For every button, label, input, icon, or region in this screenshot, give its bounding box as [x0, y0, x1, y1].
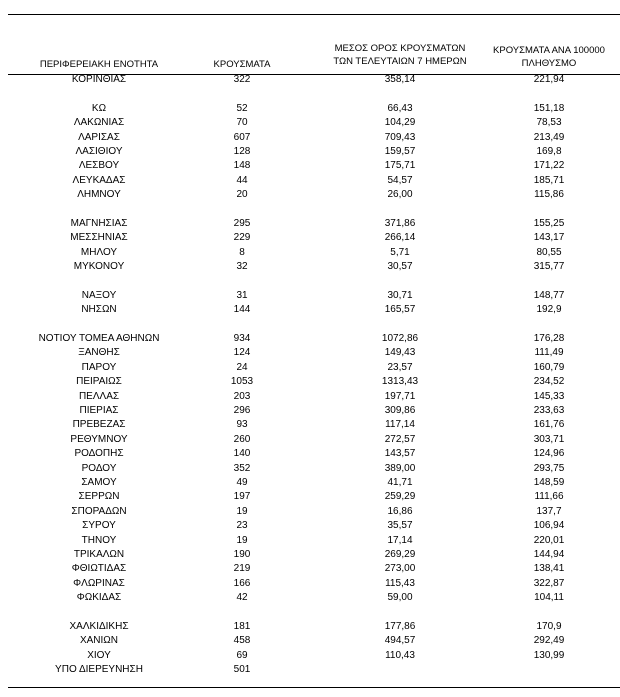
- avg-cell: 358,14: [384, 74, 416, 85]
- cases-cell: 219: [233, 563, 251, 575]
- cases-cell: 295: [233, 217, 251, 229]
- avg-cell: 269,29: [384, 548, 416, 560]
- per-capita-cell: 148,77: [533, 289, 565, 301]
- avg-cell: 389,00: [384, 462, 416, 474]
- region-cell: ΣΕΡΡΩΝ: [78, 491, 120, 503]
- table-row: [0, 188, 620, 202]
- table-row: [0, 476, 620, 490]
- region-cell: ΝΟΤΙΟΥ ΤΟΜΕΑ ΑΘΗΝΩΝ: [38, 333, 160, 345]
- cases-cell: 8: [239, 246, 245, 258]
- cases-cell: 32: [236, 261, 248, 273]
- per-capita-cell: 169,8: [536, 145, 562, 157]
- cases-cell: 934: [233, 333, 251, 345]
- cases-cell: 166: [233, 577, 251, 589]
- cases-cell: 229: [233, 232, 251, 244]
- avg-cell: 143,57: [384, 448, 416, 460]
- per-capita-cell: 234,52: [533, 376, 565, 388]
- region-cell: ΞΑΝΘΗΣ: [78, 347, 120, 359]
- region-cell: ΧΑΛΚΙΔΙΚΗΣ: [69, 620, 129, 632]
- region-cell: ΣΥΡΟΥ: [82, 520, 116, 532]
- per-capita-cell: 155,25: [533, 217, 565, 229]
- cases-cell: 124: [233, 347, 251, 359]
- avg-cell: 35,57: [387, 520, 413, 532]
- table-row: [0, 390, 620, 404]
- cases-cell: 148: [233, 160, 251, 172]
- header-per-line1: ΚΡΟΥΣΜΑΤΑ ΑΝΑ 100000: [493, 45, 605, 56]
- avg-cell: 59,00: [387, 592, 413, 604]
- avg-cell: 165,57: [384, 304, 416, 316]
- avg-cell: 115,43: [385, 577, 415, 589]
- header-avg-line2: ΤΩΝ ΤΕΛΕΥΤΑΙΩΝ 7 ΗΜΕΡΩΝ: [333, 56, 467, 67]
- table-row: [0, 260, 620, 274]
- per-capita-cell: 233,63: [533, 404, 565, 416]
- region-cell: ΛΑΚΩΝΙΑΣ: [73, 117, 125, 129]
- avg-cell: 709,43: [384, 131, 416, 143]
- table-row: [0, 620, 620, 634]
- group-spacer: [0, 318, 620, 332]
- avg-cell: 175,71: [384, 160, 416, 172]
- region-cell: ΝΗΣΩΝ: [81, 304, 117, 316]
- region-cell: ΠΕΙΡΑΙΩΣ: [76, 376, 122, 388]
- avg-cell: 17,14: [387, 534, 413, 546]
- per-capita-cell: 144,94: [533, 548, 565, 560]
- region-cell: ΡΕΘΥΜΝΟΥ: [70, 433, 128, 445]
- table-row: [0, 649, 620, 663]
- cases-cell: 70: [236, 117, 248, 129]
- table-body: [0, 73, 620, 677]
- per-capita-cell: 315,77: [533, 261, 565, 273]
- per-capita-cell: 171,22: [533, 160, 565, 172]
- region-cell: ΤΗΝΟΥ: [81, 534, 117, 546]
- avg-cell: 30,57: [387, 261, 413, 273]
- region-cell: ΦΩΚΙΔΑΣ: [76, 592, 122, 604]
- region-cell: ΚΟΡΙΝΘΙΑΣ: [71, 74, 127, 85]
- cases-cell: 49: [236, 476, 248, 488]
- avg-cell: 23,57: [387, 361, 413, 373]
- table-row: [0, 548, 620, 562]
- bottom-rule: [8, 687, 620, 688]
- table-row: [0, 404, 620, 418]
- region-cell: ΣΑΜΟΥ: [81, 476, 117, 488]
- per-capita-cell: 106,94: [533, 520, 565, 532]
- group-spacer: [0, 87, 620, 101]
- cases-cell: 93: [236, 419, 248, 431]
- region-cell: ΠΡΕΒΕΖΑΣ: [72, 419, 126, 431]
- region-cell: ΧΑΝΙΩΝ: [79, 635, 119, 647]
- per-capita-cell: 322,87: [533, 577, 565, 589]
- per-capita-cell: 293,75: [533, 462, 565, 474]
- group-spacer: [0, 274, 620, 288]
- avg-cell: 66,43: [387, 102, 413, 114]
- cases-cell: 501: [233, 664, 251, 676]
- header-cases: ΚΡΟΥΣΜΑΤΑ: [213, 59, 271, 70]
- region-cell: ΛΑΡΙΣΑΣ: [78, 131, 120, 143]
- per-capita-cell: 138,41: [533, 563, 565, 575]
- table-row: [0, 663, 620, 677]
- header-per-line2: ΠΛΗΘΥΣΜΟ: [521, 58, 577, 69]
- table-row: [0, 346, 620, 360]
- region-cell: ΛΑΣΙΘΙΟΥ: [75, 145, 123, 157]
- table-row: [0, 577, 620, 591]
- per-capita-cell: 137,7: [536, 505, 562, 517]
- per-capita-cell: 124,96: [533, 448, 565, 460]
- per-capita-cell: 143,17: [533, 232, 565, 244]
- region-cell: ΛΕΣΒΟΥ: [78, 160, 120, 172]
- avg-cell: 266,14: [384, 232, 416, 244]
- table-row: [0, 231, 620, 245]
- per-capita-cell: 176,28: [533, 333, 565, 345]
- region-cell: ΧΙΟΥ: [87, 649, 111, 661]
- region-cell: ΦΛΩΡΙΝΑΣ: [73, 577, 125, 589]
- per-capita-cell: 213,49: [533, 131, 565, 143]
- avg-cell: 41,71: [387, 476, 413, 488]
- region-cell: ΜΕΣΣΗΝΙΑΣ: [70, 232, 128, 244]
- cases-cell: 42: [236, 592, 248, 604]
- table-row: [0, 634, 620, 648]
- table-row: [0, 102, 620, 116]
- per-capita-cell: 151,18: [533, 102, 565, 114]
- table-row: [0, 116, 620, 130]
- avg-cell: 16,86: [387, 505, 413, 517]
- avg-cell: 1313,43: [381, 376, 419, 388]
- region-cell: ΚΩ: [91, 102, 107, 114]
- table-row: [0, 490, 620, 504]
- region-cell: ΝΑΞΟΥ: [81, 289, 117, 301]
- table-row: [0, 361, 620, 375]
- avg-cell: 117,14: [385, 419, 415, 431]
- cases-cell: 140: [233, 448, 251, 460]
- table-row: [0, 375, 620, 389]
- table-row: [0, 145, 620, 159]
- cases-cell: 44: [236, 174, 248, 186]
- region-cell: ΛΗΜΝΟΥ: [77, 189, 121, 201]
- avg-cell: 110,43: [385, 649, 415, 661]
- per-capita-cell: 111,66: [534, 491, 564, 503]
- avg-cell: 54,57: [387, 174, 413, 186]
- table-row: [0, 246, 620, 260]
- region-cell: ΠΙΕΡΙΑΣ: [79, 404, 119, 416]
- table-row: [0, 418, 620, 432]
- table-row: [0, 534, 620, 548]
- region-cell: ΡΟΔΟΠΗΣ: [74, 448, 124, 460]
- cases-cell: 197: [233, 491, 251, 503]
- avg-cell: 149,43: [384, 347, 416, 359]
- top-rule: [8, 14, 620, 15]
- cases-cell: 190: [233, 548, 251, 560]
- per-capita-cell: 104,11: [534, 592, 564, 604]
- region-cell: ΜΥΚΟΝΟΥ: [73, 261, 125, 273]
- header-avg-line1: ΜΕΣΟΣ ΟΡΟΣ ΚΡΟΥΣΜΑΤΩΝ: [334, 43, 466, 54]
- table-row: [0, 131, 620, 145]
- per-capita-cell: 115,86: [534, 189, 564, 201]
- table-row: [0, 433, 620, 447]
- cases-cell: 458: [233, 635, 251, 647]
- per-capita-cell: 220,01: [533, 534, 565, 546]
- region-cell: ΡΟΔΟΥ: [81, 462, 117, 474]
- cases-cell: 52: [236, 102, 248, 114]
- cases-cell: 322: [233, 74, 251, 85]
- cases-cell: 69: [236, 649, 248, 661]
- avg-cell: 1072,86: [381, 333, 419, 345]
- table-row: [0, 289, 620, 303]
- header-region: ΠΕΡΙΦΕΡΕΙΑΚΗ ΕΝΟΤΗΤΑ: [39, 59, 159, 70]
- avg-cell: 104,29: [384, 117, 416, 129]
- table-row: [0, 332, 620, 346]
- avg-cell: 197,71: [384, 390, 416, 402]
- region-cell: ΜΗΛΟΥ: [80, 246, 118, 258]
- cases-cell: 260: [233, 433, 251, 445]
- cases-cell: 607: [233, 131, 251, 143]
- table-row: [0, 447, 620, 461]
- table-row: [0, 159, 620, 173]
- cases-cell: 20: [236, 189, 248, 201]
- per-capita-cell: 78,53: [536, 117, 562, 129]
- region-cell: ΣΠΟΡΑΔΩΝ: [71, 505, 127, 517]
- region-cell: ΠΑΡΟΥ: [81, 361, 117, 373]
- cases-cell: 144: [233, 304, 251, 316]
- region-cell: ΛΕΥΚΑΔΑΣ: [72, 174, 126, 186]
- avg-cell: 30,71: [387, 289, 413, 301]
- cases-cell: 352: [233, 462, 251, 474]
- avg-cell: 159,57: [384, 145, 416, 157]
- per-capita-cell: 145,33: [533, 390, 565, 402]
- table-row: [0, 303, 620, 317]
- table-row: [0, 217, 620, 231]
- per-capita-cell: 292,49: [533, 635, 565, 647]
- table-row: [0, 174, 620, 188]
- table-row: [0, 73, 620, 87]
- per-capita-cell: 148,59: [533, 476, 565, 488]
- table-row: [0, 591, 620, 605]
- cases-cell: 1053: [230, 376, 254, 388]
- cases-cell: 23: [236, 520, 248, 532]
- region-cell: ΦΘΙΩΤΙΔΑΣ: [71, 563, 127, 575]
- region-cell: ΤΡΙΚΑΛΩΝ: [73, 548, 125, 560]
- group-spacer: [0, 203, 620, 217]
- per-capita-cell: 161,76: [533, 419, 565, 431]
- cases-cell: 19: [236, 534, 248, 546]
- avg-cell: 272,57: [384, 433, 416, 445]
- per-capita-cell: 160,79: [533, 361, 565, 373]
- avg-cell: 494,57: [384, 635, 416, 647]
- per-capita-cell: 80,55: [536, 246, 562, 258]
- table-row: [0, 462, 620, 476]
- cases-cell: 24: [236, 361, 248, 373]
- region-cell: ΥΠΟ ΔΙΕΡΕΥΝΗΣΗ: [55, 664, 143, 676]
- cases-cell: 128: [233, 145, 251, 157]
- table-row: [0, 505, 620, 519]
- cases-cell: 31: [236, 289, 248, 301]
- per-capita-cell: 303,71: [533, 433, 565, 445]
- avg-cell: 26,00: [387, 189, 413, 201]
- cases-cell: 203: [233, 390, 251, 402]
- cases-cell: 296: [233, 404, 251, 416]
- per-capita-cell: 192,9: [536, 304, 562, 316]
- avg-cell: 5,71: [390, 246, 410, 258]
- per-capita-cell: 185,71: [533, 174, 565, 186]
- avg-cell: 371,86: [384, 217, 416, 229]
- cases-cell: 19: [236, 505, 248, 517]
- region-cell: ΜΑΓΝΗΣΙΑΣ: [70, 217, 128, 229]
- group-spacer: [0, 605, 620, 619]
- table-row: [0, 519, 620, 533]
- region-cell: ΠΕΛΛΑΣ: [78, 390, 120, 402]
- per-capita-cell: 221,94: [533, 74, 565, 85]
- per-capita-cell: 170,9: [536, 620, 562, 632]
- avg-cell: 309,86: [384, 404, 416, 416]
- per-capita-cell: 111,49: [534, 347, 564, 359]
- avg-cell: 273,00: [384, 563, 416, 575]
- avg-cell: 259,29: [384, 491, 416, 503]
- cases-cell: 181: [233, 620, 251, 632]
- table-row: [0, 562, 620, 576]
- per-capita-cell: 130,99: [533, 649, 565, 661]
- avg-cell: 177,86: [384, 620, 416, 632]
